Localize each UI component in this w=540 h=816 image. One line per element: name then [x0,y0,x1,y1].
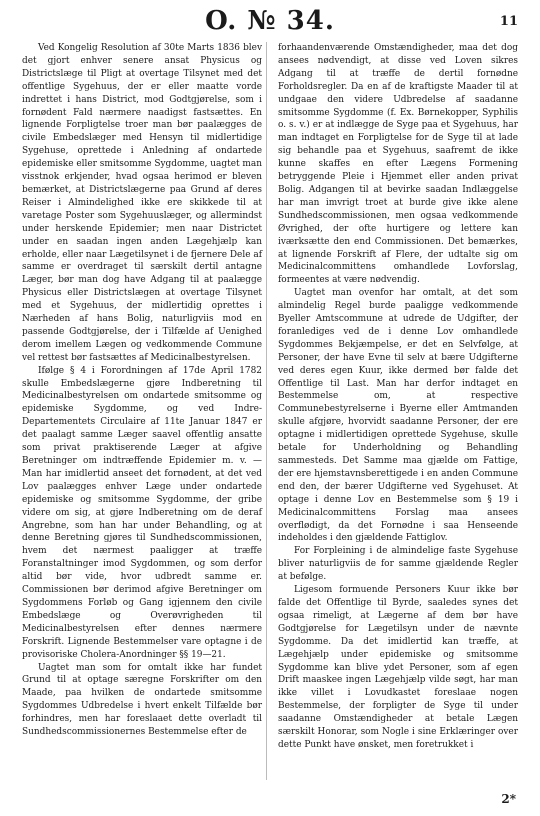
page-title: O. № 34. [205,6,335,36]
paragraph: Uagtet man som for omtalt ikke har fundet Grund til at optage særegne Forskrifter om den Maade, paa hvilken de ondartede smitsomme Sygdommes Udbredelse i hvert enkelt Tilfælde bør forhindres, men har foreslaaet dette overladt til Sundhedscommissionernes Bestemmelse efter de [22,662,262,738]
paragraph: Uagtet man ovenfor har omtalt, at det som almindelig Regel burde paaligge vedkommende Byeller Amtscommune at udrede de Udgifter, der foranlediges ved de i denne Lov omhandlede Sygdommes Bekjæmpelse, er det en Selvfølge, at Personer, der have Evne til selv at bære Udgifterne ved deres egen Kuur, ikke dermed bør falde det Offentlige til Last. Man har derfor indtaget en Bestemmelse om, at respective Communebestyrelserne i Byerne eller Amtmanden skulle afgjøre, hvorvidt saadanne Personer, der ere optagne i midlertidigen oprettede Sygehuse, skulle betale for Underholdning og Behandling sammesteds. Det Samme maa gjælde om Fattige, der ere hjemstavnsberettigede i en anden Commune end den, der bærer Udgifterne ved Sygehuset. At optage i denne Lov en Bestemmelse som § 19 i Medicinalcommittens Forslag maa ansees overflødigt, da det Fornødne i saa Henseende indeholdes i den gjældende Fattiglov. [278,288,518,544]
paragraph: Ved Kongelig Resolution af 30te Marts 1836 blev det gjort enhver senere ansat Physicus og Districtslæge til Pligt at overtage Tilsynet med det offentlige Sygehuus, der er eller maatte vorde indrettet i hans District, mod Godtgjørelse, som i fornødent Fald nærmere naadigst fastsættes. En lignende Forpligtelse troer man bør paalægges de civile Embedslæger med Hensyn til midlertidige Sygehuse, oprettede i Anledning af ondartede epidemiske eller smitsomme Sygdomme, uagtet man visstnok erkjender, hvad ogsaa herimod er bleven bemærket, at Districtslægerne paa Grund af deres Reiser i Almindelighed ikke ere skikkede til at varetage Poster som Sygehuuslæger, og allermindst under herskende Epidemier; men naar Districtet under en saadan ingen anden Lægehjælp kan erholde, eller naar Lægetilsynet i de fjernere Dele af samme er overdraget til særskilt dertil antagne Læger, bør man dog have Adgang til at paalægge Physicus eller Districtslægen at overtage Tilsynet med et Sygehuus, der midlertidig oprettes i Nærheden af hans Bolig, naturligviis mod en passende Godtgjørelse, der i Tilfælde af Uenighed derom imellem Lægen og vedkommende Commune vel rettest bør fastsættes af Medicinalbestyrelsen. [22,43,262,363]
column-divider [266,42,267,780]
paragraph: For Forpleining i de almindelige faste Sygehuse bliver naturligviis de for samme gjældende Regler at befølge. [278,546,518,583]
paragraph: forhaandenværende Omstændigheder, maa det dog ansees nødvendigt, at disse ved Loven sikres Adgang til at træffe de dertil fornødne Forholdsregler. Da en af de kraftigste Maader til at undgaae den videre Udbredelse af saadanne smitsomme Sygdomme (f. Ex. Børnekopper, Syphilis o. s. v.) er at indlægge de Syge paa et Sygehuus, har man indtaget en Forpligtelse for de Syge til at lade sig behandle paa et Sygehuus, saafremt de ikke kunne skaffes en efter Lægens Formening betryggende Pleie i Hjemmet eller anden privat Bolig. Adgangen til at bevirke saadan Indlæggelse har man imvrigt troet at burde give ikke alene Sundhedscommissionen, men ogsaa vedkommende Øvrighed, der ofte hurtigere og lettere kan iværksætte den end Commissionen. Det bemærkes, at lignende Forskrift af Flere, der udtalte sig om Medicinalcommittens omhandlede Lovforslag, formeentes at være nødvendig. [278,43,518,286]
paragraph: Ligesom formuende Personers Kuur ikke bør falde det Offentlige til Byrde, saaledes synes det ogsaa rimeligt, at Lægerne af dem bør have Godtgjørelse for Lægetilsyn under de nævnte Sygdomme. Da det imidlertid kan træffe, at Lægehjælp under epidemiske og smitsomme Sygdomme kan blive ydet Personer, som af egen Drift maaskee ingen Lægehjælp vilde søgt, har man ikke villet i Lovudkastet foreslaae nogen Bestemmelse, der forpligter de Syge til under saadanne Omstændigheder at betale Lægen særskilt Honorar, som Nogle i sine Erklæringer over dette Punkt have ønsket, men foretrukket i [278,585,518,750]
left-column [22,42,262,739]
paragraph: Ifølge § 4 i Forordningen af 17de April 1782 skulle Embedslægerne gjøre Indberetning til Medicinalbestyrelsen om ondartede smitsomme og epidemiske Sygdomme, og ved Indre-Departementets Circulaire af 11te Januar 1847 er det paalagt samme Læger saavel offentlig ansatte som privat praktiserende Læger at afgive Beretninger om indtræffende Epidemier m. v. — Man har imidlertid anseet det fornødent, at det ved Lov paalægges enhver Læge under ondartede epidemiske og smitsomme Sygdomme, der gribe videre om sig, at gjøre Indberetning om de deraf Angrebne, som han har under Behandling, og at denne Beretning gjøres til Sundhedscommissionen, hvem det nærmest paaligger at træffe Foranstaltninger imod Sygdommen, og som derfor altid bør vide, hvor udbredt samme er. Commissionen bør derimod afgive Beretninger om Sygdommens Forløb og Gang igjennem den civile Embedslæge og Overøvrigheden til Medicinalbestyrelsen efter dennes nærmere Forskrift. Lignende Bestemmelser vare optagne i de provisoriske Cholera-Anordninger §§ 19—21. [22,365,262,660]
right-column [278,42,518,752]
signature-mark: 2* [501,792,516,806]
page-number: 11 [499,14,518,29]
page-header [0,0,540,40]
